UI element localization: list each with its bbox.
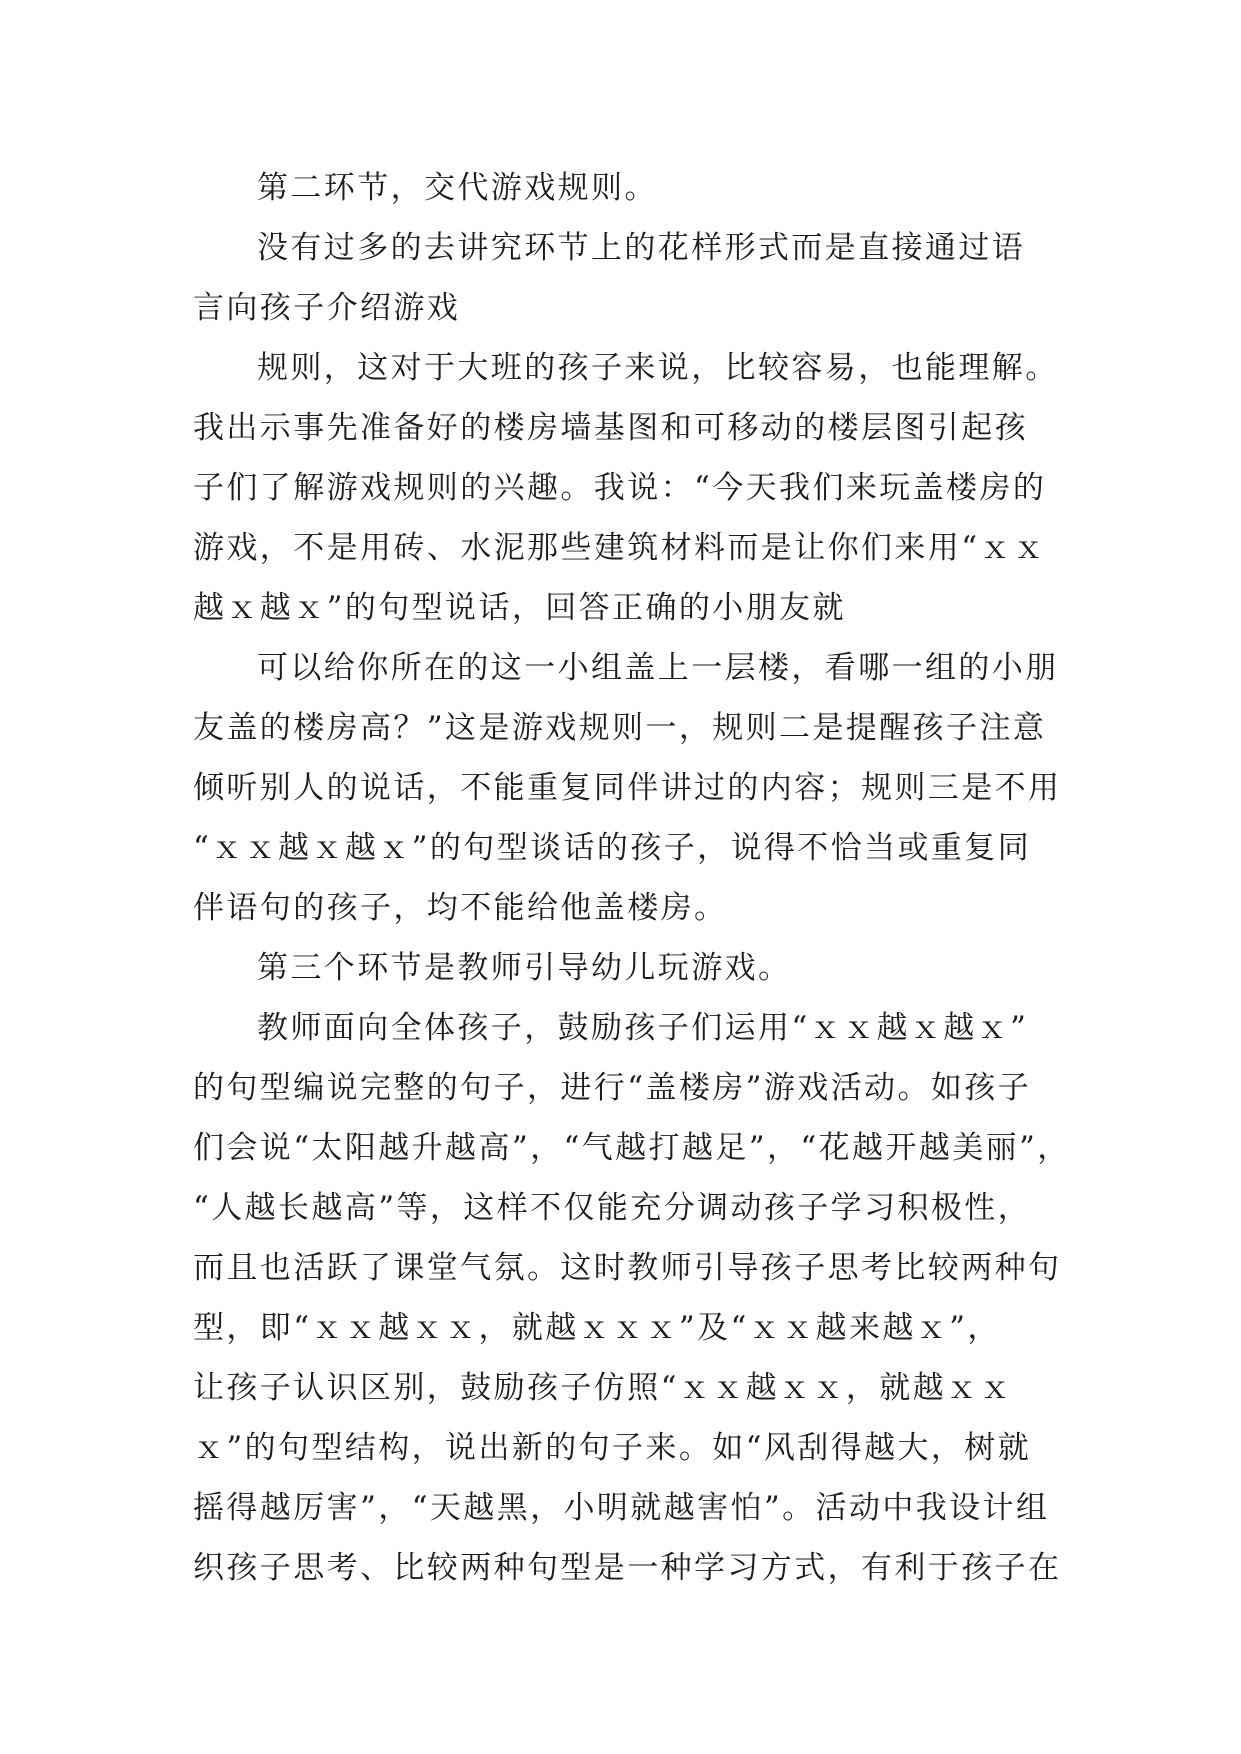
text-line: 我出示事先准备好的楼房墙基图和可移动的楼层图引起孩: [193, 410, 1028, 446]
text-line: 织孩子思考、比较两种句型是一种学习方式，有利于孩子在: [193, 1550, 1062, 1586]
text-line: ｘ”的句型结构，说出新的句子来。如“风刮得越大，树就: [193, 1430, 1032, 1466]
text-line: 伴语句的孩子，均不能给他盖楼房。: [193, 890, 728, 926]
text-line: 型，即“ｘｘ越ｘｘ，就越ｘｘｘ”及“ｘｘ越来越ｘ”，: [193, 1310, 1001, 1346]
text-line: 第三个环节是教师引导幼儿玩游戏。: [257, 950, 792, 986]
text-line: 而且也活跃了课堂气氛。这时教师引导孩子思考比较两种句: [193, 1250, 1062, 1286]
text-line: “ｘｘ越ｘ越ｘ”的句型谈话的孩子，说得不恰当或重复同: [193, 830, 1032, 866]
text-line: 教师面向全体孩子，鼓励孩子们运用“ｘｘ越ｘ越ｘ”: [257, 1010, 1029, 1046]
text-line: 倾听别人的说话，不能重复同伴讲过的内容；规则三是不用: [193, 770, 1062, 806]
text-line: 友盖的楼房高？”这是游戏规则一，规则二是提醒孩子注意: [193, 710, 1047, 746]
text-line: 子们了解游戏规则的兴趣。我说：“今天我们来玩盖楼房的: [193, 470, 1047, 506]
text-line: 的句型编说完整的句子，进行“盖楼房”游戏活动。如孩子: [193, 1070, 1032, 1106]
text-line: 规则，这对于大班的孩子来说，比较容易，也能理解。: [257, 350, 1059, 386]
text-line: 言向孩子介绍游戏: [193, 290, 461, 326]
body-text: [193, 158, 1071, 1598]
text-line: 第二环节，交代游戏规则。: [257, 170, 658, 206]
text-line: 们会说“太阳越升越高”，“气越打越足”，“花越开越美丽”，: [193, 1130, 1071, 1166]
text-line: 摇得越厉害”，“天越黑，小明就越害怕”。活动中我设计组: [193, 1490, 1050, 1526]
text-line: “人越长越高”等，这样不仅能充分调动孩子学习积极性，: [193, 1190, 1032, 1226]
text-line: 越ｘ越ｘ”的句型说话，回答正确的小朋友就: [193, 590, 846, 626]
text-line: 让孩子认识区别，鼓励孩子仿照“ｘｘ越ｘｘ，就越ｘｘ: [193, 1370, 1013, 1406]
text-line: 没有过多的去讲究环节上的花样形式而是直接通过语: [257, 230, 1026, 266]
text-line: 可以给你所在的这一小组盖上一层楼，看哪一组的小朋: [257, 650, 1059, 686]
text-line: 游戏，不是用砖、水泥那些建筑材料而是让你们来用“ｘｘ: [193, 530, 1047, 566]
